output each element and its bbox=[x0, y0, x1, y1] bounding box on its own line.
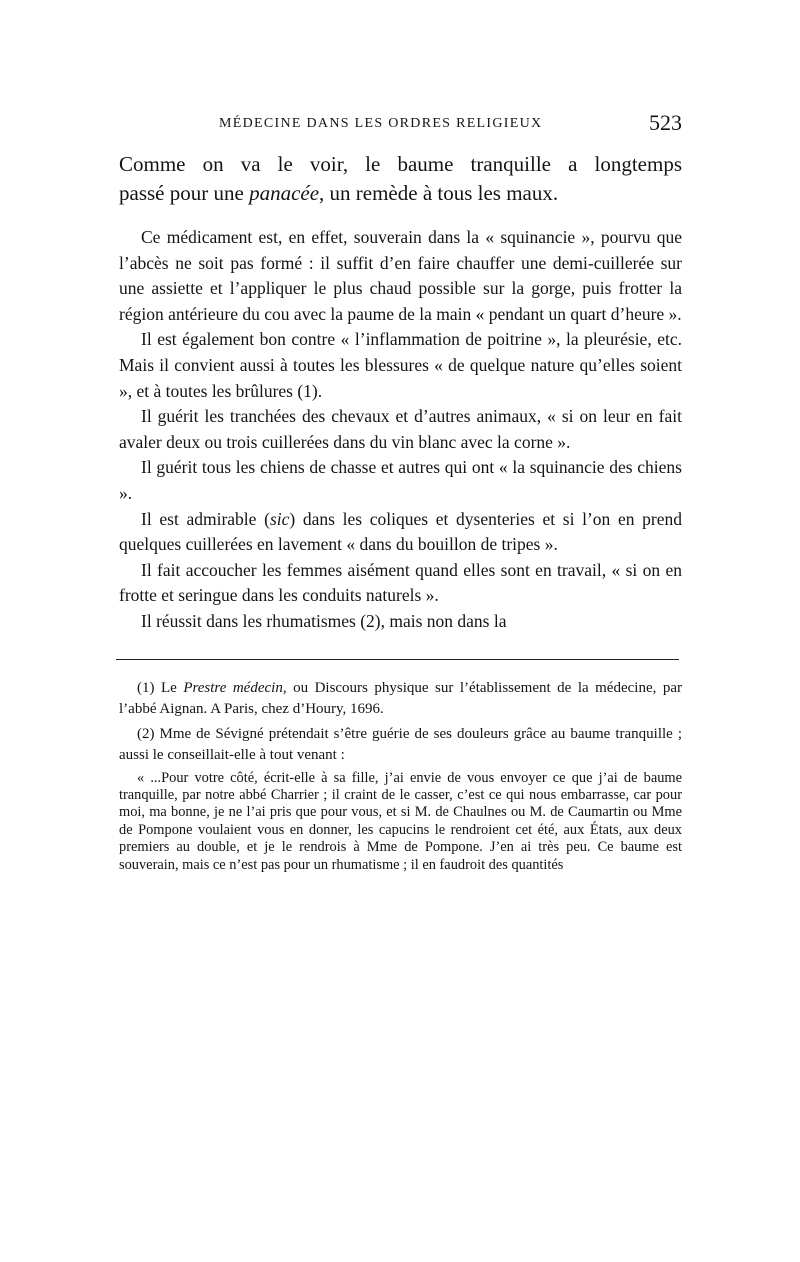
paragraph-1: Ce médicament est, en effet, souverain dans la « squinancie », pourvu que l’abcès ne soit pas formé : il suffit d’en faire chauffer une demi-cuillerée sur une assiette et l’appliquer le plus chaud possible sur la gorge, puis frotter la région antérieure du cou avec la paume de la main « pendant un quart d’heure ». bbox=[119, 227, 682, 324]
page-number: 523 bbox=[649, 110, 682, 135]
footnote-divider bbox=[116, 659, 679, 660]
paragraph-3: Il guérit les tranchées des chevaux et d’autres animaux, « si on leur en fait avaler deux ou trois cuillerées dans du vin blanc avec la corne ». bbox=[119, 406, 682, 452]
footnote-1 bbox=[119, 678, 682, 721]
running-title: MÉDECINE DANS LES ORDRES RELIGIEUX bbox=[219, 116, 543, 131]
intro-italic-word: panacée bbox=[249, 181, 320, 205]
main-text bbox=[119, 225, 682, 635]
footnote-1-start: (1) Le bbox=[137, 679, 184, 696]
intro-line-2 bbox=[119, 179, 682, 208]
paragraph-7: Il réussit dans les rhumatismes (2), mais non dans la bbox=[141, 610, 507, 631]
intro-line-1: Comme on va le voir, le baume tranquille a longtemps bbox=[119, 152, 682, 176]
footnote-1-end: , ou Discours physique sur l’établissement de la médecine, par l’abbé Aignan. A Paris, chez d’Houry, 1696. bbox=[119, 679, 682, 717]
footnotes bbox=[119, 678, 682, 874]
footnote-2: (2) Mme de Sévigné prétendait s’être guérie de ses douleurs grâce au baume tranquille ; aussi le conseillait-elle à tout venant : bbox=[119, 725, 682, 763]
book-page bbox=[119, 108, 682, 877]
paragraph-5-end: ) dans les coliques et dysenteries et si l’on en prend quelques cuillerées en lavement « dans du bouillon de tripes ». bbox=[119, 508, 682, 555]
paragraph-5 bbox=[119, 507, 682, 558]
paragraph-4: Il guérit tous les chiens de chasse et autres qui ont « la squinancie des chiens ». bbox=[119, 457, 682, 503]
paragraph-5-start: Il est admirable ( bbox=[141, 508, 270, 529]
footnote-1-italic: Prestre médecin bbox=[183, 679, 283, 696]
footnote-quote: « ...Pour votre côté, écrit-elle à sa fille, j’ai envie de vous envoyer ce que j’ai de baume tranquille, par notre abbé Charrier ; il craint de le casser, c’est ce qui nous embarrasse, car pour moi, ma bonne, je ne l’ai pris que pour vous, et si M. de Chaulnes ou M. de Caumartin ou Mme de Pompone voulaient vous en donner, les capucins le rendroient cet été, aux États, aux deux premiers au double, et je le rendrois à Mme de Pompone. J’en ai très peu. Ce baume est souverain, mais ce n’est pas pour un rhumatisme ; il en faudroit des quantités bbox=[119, 769, 682, 873]
intro-paragraph bbox=[119, 150, 682, 208]
paragraph-2: Il est également bon contre « l’inflammation de poitrine », la pleurésie, etc. Mais il convient aussi à toutes les blessures « de quelque nature qu’elles soient », et à toutes les brûlures (1). bbox=[119, 329, 682, 401]
page-header bbox=[119, 108, 682, 144]
intro-text-end: , un remède à tous les maux. bbox=[319, 181, 559, 205]
paragraph-5-italic: sic bbox=[269, 508, 290, 529]
intro-text: passé pour une bbox=[119, 181, 250, 205]
paragraph-6: Il fait accoucher les femmes aisément quand elles sont en travail, « si on en frotte et seringue dans les conduits naturels ». bbox=[119, 559, 682, 606]
